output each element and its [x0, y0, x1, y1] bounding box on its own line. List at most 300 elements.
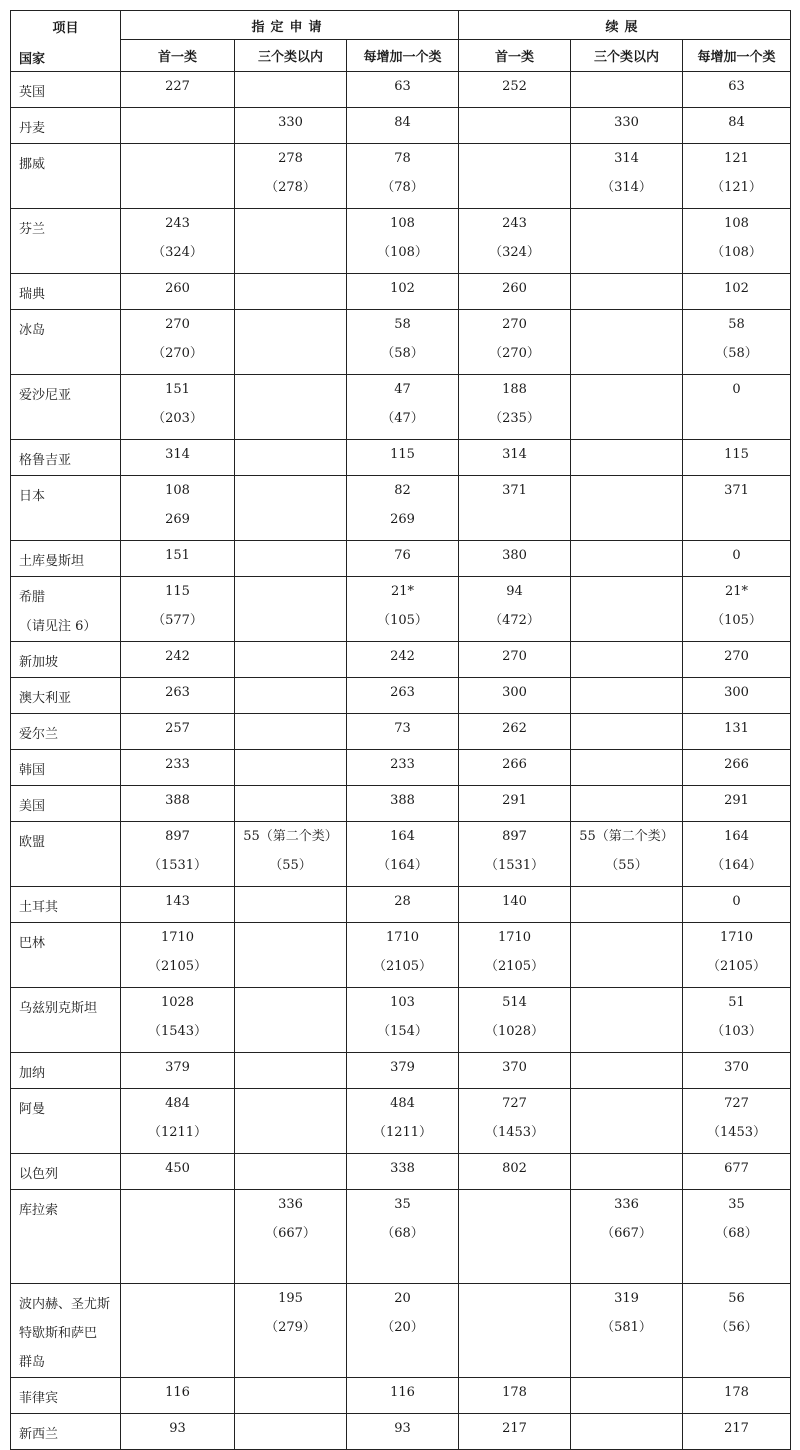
fee-cell-renewal-first-class: [459, 375, 571, 440]
table-row: [11, 988, 791, 1053]
fee-value: （1211）: [147, 1125, 208, 1140]
fee-cell-designation-first-class: [121, 887, 235, 923]
fee-value: （1543）: [147, 1024, 208, 1039]
fee-value: （324）: [489, 245, 540, 260]
fee-cell-renewal-up-to-three: [571, 144, 683, 209]
fee-value: 0: [732, 894, 741, 909]
country-name: 日本: [19, 489, 46, 504]
fee-cell-designation-up-to-three: [235, 310, 347, 375]
fee-cell-renewal-first-class: [459, 923, 571, 988]
fee-value: 336: [614, 1197, 639, 1212]
fee-cell-designation-up-to-three: [235, 1378, 347, 1414]
fee-value: 484: [165, 1096, 190, 1111]
fee-value: 263: [390, 685, 415, 700]
country-name: 希腊: [19, 590, 46, 605]
fee-cell-designation-each-extra: [347, 1089, 459, 1154]
country-cell: [11, 375, 121, 440]
fee-value: （105）: [377, 613, 428, 628]
fee-value: （203）: [152, 411, 203, 426]
fee-value: 93: [394, 1421, 411, 1436]
fee-cell-designation-each-extra: [347, 923, 459, 988]
country-name: 乌兹别克斯坦: [19, 1001, 98, 1016]
country-cell: [11, 541, 121, 577]
fee-cell-renewal-each-extra: [683, 108, 791, 144]
fee-cell-designation-first-class: [121, 476, 235, 541]
country-cell: [11, 923, 121, 988]
fee-value: 370: [502, 1060, 527, 1075]
fee-value: 263: [165, 685, 190, 700]
fee-value: 143: [165, 894, 190, 909]
fee-value: 388: [165, 793, 190, 808]
fee-value: （279）: [265, 1320, 316, 1335]
fee-cell-renewal-each-extra: [683, 209, 791, 274]
fee-value: （2105）: [706, 959, 767, 974]
fee-value: 115: [390, 447, 415, 462]
fee-cell-renewal-first-class: [459, 1089, 571, 1154]
fee-value: 84: [394, 115, 411, 130]
country-cell: [11, 1053, 121, 1089]
fee-value: （68）: [381, 1226, 424, 1241]
table-row: [11, 1089, 791, 1154]
fee-cell-designation-first-class: [121, 988, 235, 1053]
table-row: [11, 786, 791, 822]
fee-value: 269: [165, 512, 190, 527]
fee-value: 278: [278, 151, 303, 166]
country-name: 澳大利亚: [19, 691, 72, 706]
fee-cell-renewal-first-class: [459, 1284, 571, 1378]
table-row: [11, 750, 791, 786]
fee-cell-designation-up-to-three: [235, 274, 347, 310]
fee-cell-renewal-first-class: [459, 642, 571, 678]
fee-cell-renewal-each-extra: [683, 1284, 791, 1378]
fee-cell-renewal-up-to-three: [571, 923, 683, 988]
fee-value: 243: [165, 216, 190, 231]
country-name: 波内赫、圣尤斯: [19, 1297, 111, 1312]
fee-cell-designation-up-to-three: [235, 988, 347, 1053]
fee-value: （47）: [381, 411, 424, 426]
table-row: [11, 476, 791, 541]
country-cell: [11, 678, 121, 714]
fee-cell-designation-first-class: [121, 1190, 235, 1284]
country-name: 阿曼: [19, 1102, 46, 1117]
country-name: 瑞典: [19, 287, 46, 302]
fee-value: （472）: [489, 613, 540, 628]
country-name: （请见注 6）: [19, 619, 97, 634]
fee-cell-renewal-up-to-three: [571, 72, 683, 108]
fee-value: （2105）: [484, 959, 545, 974]
table-row: [11, 72, 791, 108]
fee-value: （108）: [377, 245, 428, 260]
fee-value: 897: [502, 829, 527, 844]
fee-value: （667）: [265, 1226, 316, 1241]
fee-value: 93: [169, 1421, 186, 1436]
country-cell: [11, 642, 121, 678]
fee-cell-renewal-up-to-three: [571, 274, 683, 310]
table-row: [11, 375, 791, 440]
country-cell: [11, 274, 121, 310]
fee-cell-designation-first-class: [121, 310, 235, 375]
fee-cell-designation-each-extra: [347, 1284, 459, 1378]
fee-value: （154）: [377, 1024, 428, 1039]
fee-cell-renewal-each-extra: [683, 476, 791, 541]
fee-cell-renewal-each-extra: [683, 577, 791, 642]
fee-cell-designation-first-class: [121, 108, 235, 144]
fee-cell-designation-up-to-three: [235, 1284, 347, 1378]
fee-value: 1028: [160, 995, 195, 1010]
fee-cell-renewal-each-extra: [683, 310, 791, 375]
fee-value: 51: [728, 995, 745, 1010]
fee-value: 151: [165, 548, 190, 563]
fee-value: （68）: [715, 1226, 758, 1241]
fee-value: （667）: [601, 1226, 652, 1241]
fee-value: 116: [165, 1385, 190, 1400]
fee-value: 1710: [497, 930, 532, 945]
country-cell: [11, 577, 121, 642]
fee-cell-designation-first-class: [121, 1378, 235, 1414]
country-name: 加纳: [19, 1066, 46, 1081]
fee-cell-designation-first-class: [121, 1414, 235, 1450]
country-cell: [11, 476, 121, 541]
fee-cell-designation-each-extra: [347, 750, 459, 786]
fee-cell-designation-up-to-three: [235, 375, 347, 440]
fee-cell-renewal-up-to-three: [571, 108, 683, 144]
fee-value: （577）: [152, 613, 203, 628]
fee-value: 115: [724, 447, 749, 462]
fee-value: （55）: [269, 858, 312, 873]
fee-cell-renewal-up-to-three: [571, 1089, 683, 1154]
fee-cell-designation-up-to-three: [235, 209, 347, 274]
country-cell: [11, 1378, 121, 1414]
fee-value: 227: [165, 79, 190, 94]
fee-cell-renewal-each-extra: [683, 923, 791, 988]
fee-cell-designation-up-to-three: [235, 1154, 347, 1190]
fee-cell-renewal-first-class: [459, 440, 571, 476]
fee-value: （581）: [601, 1320, 652, 1335]
fee-value: 270: [502, 649, 527, 664]
fee-value: （121）: [711, 180, 762, 195]
fee-cell-designation-each-extra: [347, 577, 459, 642]
fee-cell-designation-up-to-three: [235, 750, 347, 786]
country-name: 土耳其: [19, 900, 59, 915]
fee-cell-renewal-each-extra: [683, 1378, 791, 1414]
fee-cell-renewal-up-to-three: [571, 750, 683, 786]
fee-cell-renewal-each-extra: [683, 541, 791, 577]
fee-cell-renewal-up-to-three: [571, 822, 683, 887]
fee-cell-designation-first-class: [121, 786, 235, 822]
country-name: 爱尔兰: [19, 727, 59, 742]
fee-cell-renewal-first-class: [459, 274, 571, 310]
fee-value: 677: [724, 1161, 749, 1176]
country-cell: [11, 988, 121, 1053]
country-cell: [11, 822, 121, 887]
fee-value: 379: [390, 1060, 415, 1075]
fee-cell-renewal-up-to-three: [571, 1154, 683, 1190]
country-name: 土库曼斯坦: [19, 554, 85, 569]
table-row: [11, 822, 791, 887]
fee-cell-designation-first-class: [121, 209, 235, 274]
fee-cell-renewal-each-extra: [683, 822, 791, 887]
fee-value: 242: [165, 649, 190, 664]
fee-cell-designation-each-extra: [347, 822, 459, 887]
fee-cell-designation-up-to-three: [235, 642, 347, 678]
fee-value: 108: [390, 216, 415, 231]
fee-value: （235）: [489, 411, 540, 426]
designation-group-header: 指定申请: [121, 11, 459, 40]
fee-value: 28: [394, 894, 411, 909]
country-name: 英国: [19, 85, 46, 100]
fee-cell-renewal-up-to-three: [571, 375, 683, 440]
fee-cell-renewal-each-extra: [683, 988, 791, 1053]
fee-cell-renewal-up-to-three: [571, 1414, 683, 1450]
fee-cell-renewal-each-extra: [683, 274, 791, 310]
fee-cell-renewal-up-to-three: [571, 988, 683, 1053]
country-cell: [11, 786, 121, 822]
fee-value: 0: [732, 548, 741, 563]
fee-cell-designation-each-extra: [347, 1378, 459, 1414]
fee-value: 371: [502, 483, 527, 498]
subheader-designation-first-class: 首一类: [121, 40, 235, 72]
fee-value: 0: [732, 382, 741, 397]
country-name: 爱沙尼亚: [19, 388, 72, 403]
subheader-designation-each-extra: 每增加一个类: [347, 40, 459, 72]
table-row: [11, 1154, 791, 1190]
fee-value: 242: [390, 649, 415, 664]
fee-cell-renewal-first-class: [459, 714, 571, 750]
fee-cell-renewal-first-class: [459, 577, 571, 642]
fee-value: 370: [724, 1060, 749, 1075]
fee-cell-designation-each-extra: [347, 887, 459, 923]
fee-cell-designation-first-class: [121, 375, 235, 440]
fee-value: 151: [165, 382, 190, 397]
fee-value: （1531）: [484, 858, 545, 873]
country-name: 韩国: [19, 763, 46, 778]
fee-value: 319: [614, 1291, 639, 1306]
fee-cell-designation-up-to-three: [235, 144, 347, 209]
fee-cell-renewal-up-to-three: [571, 541, 683, 577]
fee-cell-designation-first-class: [121, 923, 235, 988]
table-row: [11, 1378, 791, 1414]
fee-cell-renewal-up-to-three: [571, 577, 683, 642]
fee-value: 514: [502, 995, 527, 1010]
fee-cell-renewal-first-class: [459, 887, 571, 923]
fee-cell-renewal-each-extra: [683, 144, 791, 209]
fee-value: 76: [394, 548, 411, 563]
fee-cell-renewal-first-class: [459, 822, 571, 887]
fee-cell-renewal-up-to-three: [571, 209, 683, 274]
fee-cell-renewal-up-to-three: [571, 786, 683, 822]
fee-cell-renewal-first-class: [459, 1053, 571, 1089]
fee-value: 260: [502, 281, 527, 296]
fee-value: （58）: [715, 346, 758, 361]
fee-cell-designation-each-extra: [347, 72, 459, 108]
fee-value: （270）: [489, 346, 540, 361]
country-cell: [11, 209, 121, 274]
fee-value: （2105）: [147, 959, 208, 974]
country-cell: [11, 1414, 121, 1450]
fee-cell-designation-first-class: [121, 642, 235, 678]
fee-value: 94: [506, 584, 523, 599]
fee-cell-renewal-first-class: [459, 108, 571, 144]
fee-cell-designation-each-extra: [347, 108, 459, 144]
fee-cell-designation-first-class: [121, 1154, 235, 1190]
fee-cell-renewal-first-class: [459, 1154, 571, 1190]
table-header: [11, 11, 791, 72]
fee-value: 270: [165, 317, 190, 332]
fee-value: 450: [165, 1161, 190, 1176]
fee-cell-renewal-each-extra: [683, 72, 791, 108]
fee-value: 217: [502, 1421, 527, 1436]
fee-value: 63: [728, 79, 745, 94]
fee-cell-renewal-first-class: [459, 476, 571, 541]
fee-cell-designation-first-class: [121, 678, 235, 714]
fee-value: （1531）: [147, 858, 208, 873]
fee-cell-renewal-first-class: [459, 1378, 571, 1414]
fee-value: 47: [394, 382, 411, 397]
fee-cell-renewal-up-to-three: [571, 440, 683, 476]
fee-cell-renewal-each-extra: [683, 1089, 791, 1154]
fee-cell-designation-first-class: [121, 1053, 235, 1089]
fee-cell-designation-first-class: [121, 822, 235, 887]
fee-value: （270）: [152, 346, 203, 361]
table-body: [11, 72, 791, 1450]
fee-value: 217: [724, 1421, 749, 1436]
country-cell: [11, 1154, 121, 1190]
country-cell: [11, 72, 121, 108]
table-row: [11, 887, 791, 923]
country-cell: [11, 1190, 121, 1284]
fee-value: 195: [278, 1291, 303, 1306]
fee-value: 58: [728, 317, 745, 332]
fee-cell-designation-up-to-three: [235, 577, 347, 642]
fee-cell-designation-up-to-three: [235, 541, 347, 577]
fee-value: 1710: [160, 930, 195, 945]
table-row: [11, 923, 791, 988]
fee-cell-designation-first-class: [121, 144, 235, 209]
fee-cell-renewal-first-class: [459, 750, 571, 786]
table-row: [11, 541, 791, 577]
fee-value: （278）: [265, 180, 316, 195]
fee-cell-renewal-first-class: [459, 72, 571, 108]
fee-cell-designation-first-class: [121, 440, 235, 476]
fee-value: 484: [390, 1096, 415, 1111]
country-cell: [11, 310, 121, 375]
fee-cell-designation-each-extra: [347, 1414, 459, 1450]
fee-cell-designation-each-extra: [347, 988, 459, 1053]
country-name: 丹麦: [19, 121, 46, 136]
subheader-designation-up-to-three: 三个类以内: [235, 40, 347, 72]
table-row: [11, 310, 791, 375]
fee-cell-renewal-each-extra: [683, 750, 791, 786]
fee-cell-designation-up-to-three: [235, 72, 347, 108]
fee-value: 188: [502, 382, 527, 397]
fee-cell-renewal-each-extra: [683, 642, 791, 678]
fee-value: 1710: [719, 930, 754, 945]
fee-cell-renewal-up-to-three: [571, 1190, 683, 1284]
fee-value: （1028）: [484, 1024, 545, 1039]
fee-value: 260: [165, 281, 190, 296]
fee-cell-designation-each-extra: [347, 440, 459, 476]
fee-value: 78: [394, 151, 411, 166]
fee-cell-designation-up-to-three: [235, 440, 347, 476]
fee-cell-renewal-first-class: [459, 988, 571, 1053]
fee-value: 140: [502, 894, 527, 909]
fee-value: 63: [394, 79, 411, 94]
country-cell: [11, 440, 121, 476]
fee-cell-designation-up-to-three: [235, 1190, 347, 1284]
fee-cell-renewal-each-extra: [683, 1053, 791, 1089]
fee-value: 802: [502, 1161, 527, 1176]
fee-value: （103）: [711, 1024, 762, 1039]
fee-cell-designation-each-extra: [347, 209, 459, 274]
fee-value: 233: [165, 757, 190, 772]
fee-value: 35: [394, 1197, 411, 1212]
table-row: [11, 108, 791, 144]
country-cell: [11, 144, 121, 209]
fee-value: 291: [502, 793, 527, 808]
country-name: 冰岛: [19, 323, 46, 338]
table-row: [11, 1190, 791, 1284]
fee-cell-renewal-each-extra: [683, 887, 791, 923]
fee-value: 380: [502, 548, 527, 563]
country-name: 新加坡: [19, 655, 59, 670]
item-label: 项目: [52, 21, 79, 36]
fee-cell-renewal-first-class: [459, 1414, 571, 1450]
fee-value: 727: [724, 1096, 749, 1111]
country-name: 巴林: [19, 936, 46, 951]
fee-value: 270: [724, 649, 749, 664]
fee-value: （1453）: [706, 1125, 767, 1140]
fee-cell-renewal-up-to-three: [571, 476, 683, 541]
fee-cell-renewal-up-to-three: [571, 678, 683, 714]
fee-value: （55）: [605, 858, 648, 873]
fee-cell-renewal-up-to-three: [571, 1053, 683, 1089]
fee-cell-designation-first-class: [121, 72, 235, 108]
fee-value: 300: [724, 685, 749, 700]
fee-cell-renewal-each-extra: [683, 1154, 791, 1190]
fee-value: 73: [394, 721, 411, 736]
table-row: [11, 1414, 791, 1450]
fee-value: 243: [502, 216, 527, 231]
fee-value: 269: [390, 512, 415, 527]
fee-value: 115: [165, 584, 190, 599]
fee-cell-renewal-up-to-three: [571, 887, 683, 923]
subheader-renewal-first-class: 首一类: [459, 40, 571, 72]
country-name: 特歇斯和萨巴: [19, 1326, 98, 1341]
fee-value: 371: [724, 483, 749, 498]
fee-value: 164: [724, 829, 749, 844]
fee-value: （108）: [711, 245, 762, 260]
renewal-group-header: 续展: [459, 11, 791, 40]
fee-value: 55（第二个类）: [243, 829, 338, 844]
fee-cell-designation-up-to-three: [235, 822, 347, 887]
fee-value: 178: [502, 1385, 527, 1400]
subheader-renewal-up-to-three: 三个类以内: [571, 40, 683, 72]
fee-cell-designation-up-to-three: [235, 1414, 347, 1450]
subheader-renewal-each-extra: 每增加一个类: [683, 40, 791, 72]
fee-cell-designation-each-extra: [347, 1154, 459, 1190]
fee-cell-renewal-each-extra: [683, 786, 791, 822]
fee-cell-designation-each-extra: [347, 541, 459, 577]
fee-value: 300: [502, 685, 527, 700]
fee-value: 897: [165, 829, 190, 844]
fee-value: （164）: [711, 858, 762, 873]
fee-value: 338: [390, 1161, 415, 1176]
fee-value: 270: [502, 317, 527, 332]
fee-cell-renewal-each-extra: [683, 375, 791, 440]
country-cell: [11, 1089, 121, 1154]
country-name: 格鲁吉亚: [19, 453, 72, 468]
fee-cell-designation-each-extra: [347, 144, 459, 209]
